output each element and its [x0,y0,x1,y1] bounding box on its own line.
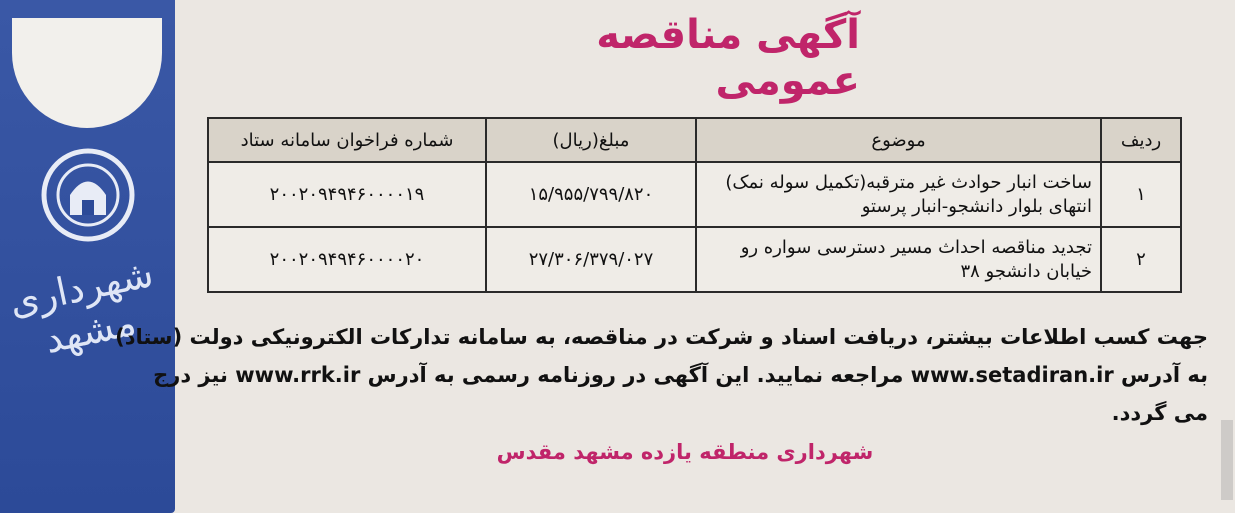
header-subject: موضوع [696,118,1101,162]
row-subject-line2: خیابان دانشجو ۳۸ [960,260,1092,282]
row-subject-line1: ساخت انبار حوادث غیر مترقبه(تکمیل سوله نمک) [725,171,1092,193]
row-subject-line1: تجدید مناقصه احداث مسیر دسترسی سواره رو [740,236,1092,258]
row-amount: ۲۷/۳۰۶/۳۷۹/۰۲۷ [486,227,696,292]
header-index: ردیف [1101,118,1181,162]
issuer-signature: شهرداری منطقه یازده مشهد مقدس [496,440,874,464]
notice-paragraph [108,318,1208,432]
row-subject [696,162,1101,227]
row-tender-number: ۲۰۰۲۰۹۴۹۴۶۰۰۰۰۲۰ [208,227,486,292]
emblem-text: شهرداری مشهد [5,251,158,362]
notice-line2: به آدرس www.setadiran.ir مراجعه نمایید. این آگهی در روزنامه رسمی به آدرس www.rrk.ir نیز درج [153,363,1208,387]
tender-table [207,117,1182,293]
title-banner [530,11,860,104]
row-subject [696,227,1101,292]
emblem-arch [12,18,162,128]
table-row [208,227,1181,292]
municipality-emblem [0,0,175,513]
print-code-strip [1221,420,1233,500]
row-index: ۱ [1101,162,1181,227]
header-amount: مبلغ(ریال) [486,118,696,162]
row-index: ۲ [1101,227,1181,292]
page-title: آگهی مناقصه عمومی [596,11,860,104]
row-amount: ۱۵/۹۵۵/۷۹۹/۸۲۰ [486,162,696,227]
notice-line1: جهت کسب اطلاعات بیشتر، دریافت اسناد و شرکت در مناقصه، به سامانه تدارکات الکترونیکی دولت (ستاد) [115,325,1208,349]
table-header-row [208,118,1181,162]
row-tender-number: ۲۰۰۲۰۹۴۹۴۶۰۰۰۰۱۹ [208,162,486,227]
header-tender-number: شماره فراخوان سامانه ستاد [208,118,486,162]
table-row [208,162,1181,227]
notice-line3: می گردد. [1111,401,1208,425]
row-subject-line2: انتهای بلوار دانشجو-انبار پرستو [861,195,1092,217]
shrine-dome-icon [38,140,138,250]
